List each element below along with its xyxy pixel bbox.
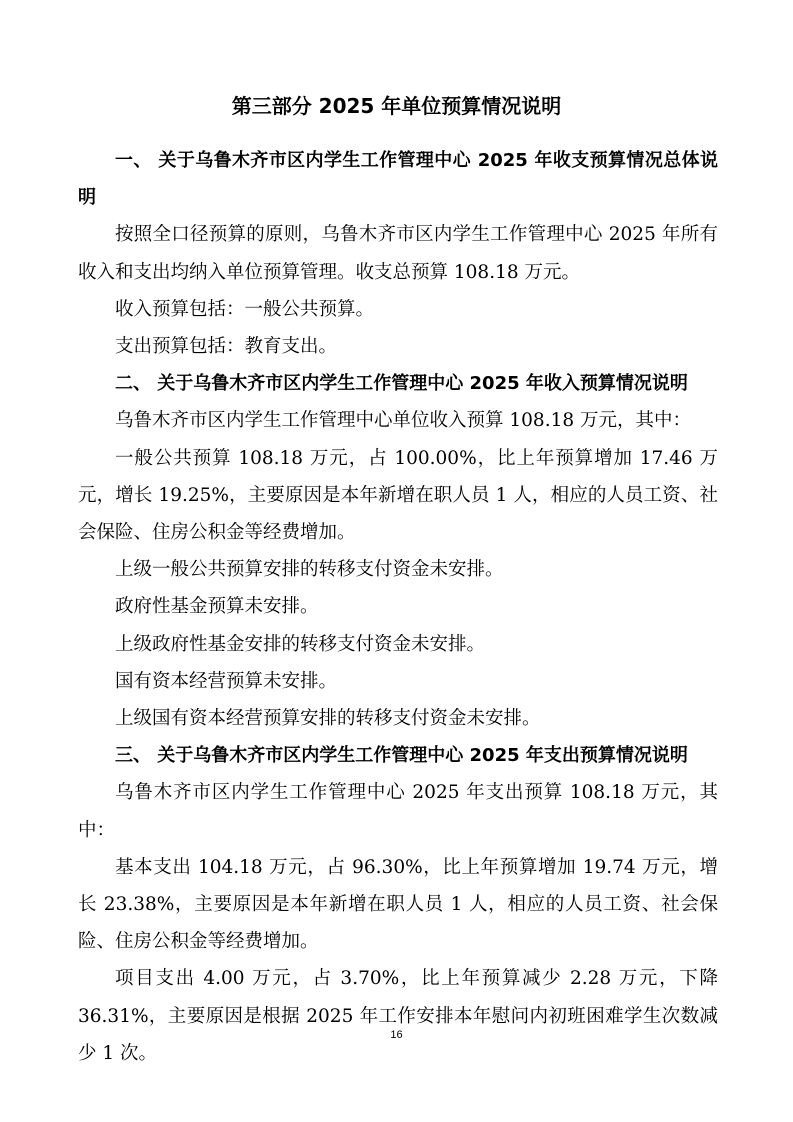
paragraph: 国有资本经营预算未安排。 (115, 670, 338, 692)
paragraph: 按照全口径预算的原则，乌鲁木齐市区内学生工作管理中心 2025 年所有收入和支出均纳入单位预算管理。收支总预算 108.18 万元。 (78, 224, 718, 283)
paragraph: 基本支出 104.18 万元，占 96.30%，比上年预算增加 19.74 万元，增长 23.38%，主要原因是本年新增在职人员 1 人，相应的人员工资、社会保险、住房公积金等经费增加。 (78, 856, 718, 953)
page-title: 第三部分 2025 年单位预算情况说明 (231, 94, 562, 118)
page-number: 16 (390, 1029, 403, 1041)
section-heading-3: 三、 关于乌鲁木齐市区内学生工作管理中心 2025 年支出预算情况说明 (115, 745, 688, 767)
paragraph: 支出预算包括：教育支出。 (115, 336, 338, 358)
paragraph: 一般公共预算 108.18 万元，占 100.00%，比上年预算增加 17.46 万元，增长 19.25%，主要原因是本年新增在职人员 1 人，相应的人员工资、社会保险、住房公积金等经费增加。 (78, 447, 718, 544)
paragraph: 项目支出 4.00 万元，占 3.70%，比上年预算减少 2.28 万元，下降 36.31%，主要原因是根据 2025 年工作安排本年慰问内初班困难学生次数减少 1 次。 (78, 968, 718, 1064)
paragraph: 上级国有资本经营预算安排的转移支付资金未安排。 (115, 708, 541, 730)
paragraph: 乌鲁木齐市区内学生工作管理中心 2025 年支出预算 108.18 万元，其中： (78, 782, 718, 841)
section-heading-2: 二、 关于乌鲁木齐市区内学生工作管理中心 2025 年收入预算情况说明 (115, 373, 688, 395)
paragraph: 乌鲁木齐市区内学生工作管理中心单位收入预算 108.18 万元，其中： (115, 410, 691, 432)
document-body (78, 142, 718, 1072)
paragraph: 收入预算包括：一般公共预算。 (115, 298, 375, 320)
paragraph: 上级政府性基金安排的转移支付资金未安排。 (115, 633, 486, 655)
paragraph: 上级一般公共预算安排的转移支付资金未安排。 (115, 559, 504, 581)
paragraph: 政府性基金预算未安排。 (115, 596, 319, 618)
section-heading-1: 一、 关于乌鲁木齐市区内学生工作管理中心 2025 年收支预算情况总体说明 (78, 150, 718, 209)
